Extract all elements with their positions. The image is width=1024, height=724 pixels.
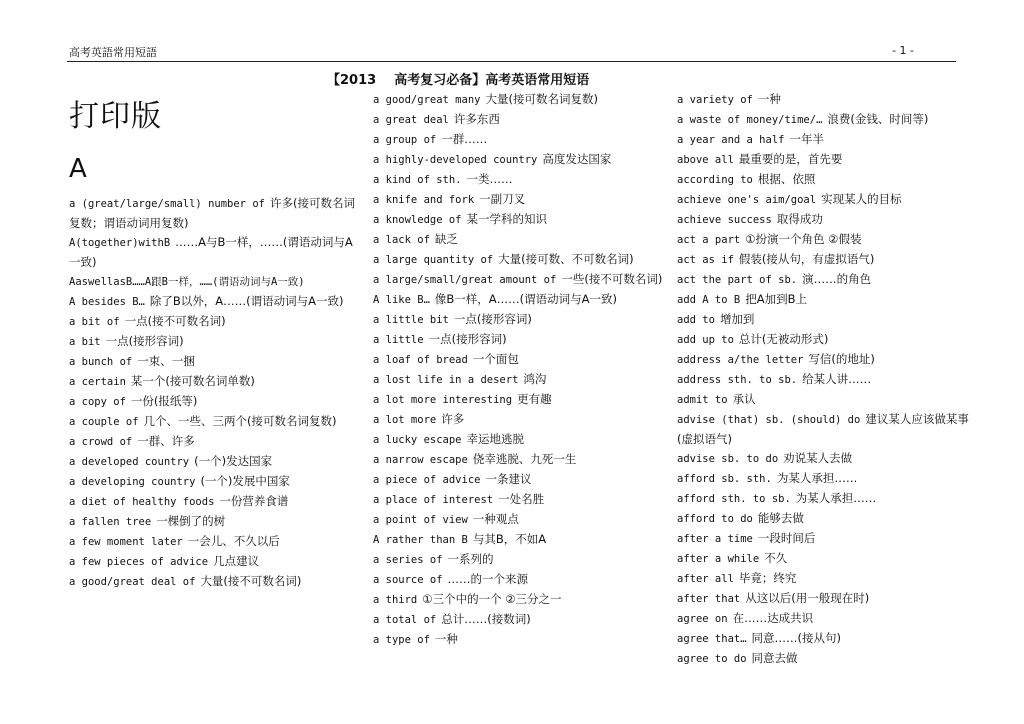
phrase-chinese: 一条建议 bbox=[485, 472, 532, 486]
phrase-english: a kind of sth. bbox=[373, 174, 462, 186]
phrase-chinese: ①三个中的一个 ②三分之一 bbox=[422, 592, 562, 606]
phrase-chinese: 一年半 bbox=[789, 132, 824, 146]
header-divider bbox=[67, 61, 956, 62]
phrase-english: a loaf of bread bbox=[373, 354, 468, 366]
phrase-entry bbox=[677, 90, 972, 110]
phrase-english: a highly-developed country bbox=[373, 154, 538, 166]
phrase-english: address a/the letter bbox=[677, 354, 804, 366]
phrase-english: a couple of bbox=[69, 416, 139, 428]
phrase-entry bbox=[677, 589, 972, 609]
phrase-english: a place of interest bbox=[373, 494, 494, 506]
phrase-english: a good/great many bbox=[373, 94, 481, 106]
phrase-entry bbox=[677, 469, 972, 489]
phrase-entry bbox=[373, 290, 663, 310]
phrase-entry bbox=[373, 450, 663, 470]
phrase-chinese: 能够去做 bbox=[757, 511, 804, 525]
phrase-chinese: 鸿沟 bbox=[523, 372, 547, 386]
phrase-english: a year and a half bbox=[677, 134, 785, 146]
phrase-english: after that bbox=[677, 593, 741, 605]
phrase-chinese: 演……的角色 bbox=[802, 272, 872, 286]
phrase-chinese: 缺乏 bbox=[434, 232, 458, 246]
phrase-entry bbox=[69, 292, 359, 312]
phrase-chinese: 一点(接形容词) bbox=[105, 334, 184, 348]
phrase-entry bbox=[373, 410, 663, 430]
phrase-entry bbox=[677, 210, 972, 230]
phrase-chinese: 幸运地逃脱 bbox=[466, 432, 525, 446]
phrase-entry bbox=[373, 350, 663, 370]
phrase-english: a copy of bbox=[69, 396, 126, 408]
phrase-entry bbox=[677, 130, 972, 150]
phrase-chinese: 一会儿、不久以后 bbox=[187, 534, 280, 548]
phrase-english: add to bbox=[677, 314, 715, 326]
phrase-chinese: 根据、依照 bbox=[757, 172, 816, 186]
phrase-entry bbox=[373, 150, 663, 170]
phrase-chinese: 更有趣 bbox=[517, 392, 552, 406]
phrase-english: a few pieces of advice bbox=[69, 556, 209, 568]
phrase-entry bbox=[373, 430, 663, 450]
print-version-heading: 打印版 bbox=[69, 99, 162, 134]
phrase-english: afford sth. to sb. bbox=[677, 493, 791, 505]
phrase-english: a crowd of bbox=[69, 436, 133, 448]
phrase-chinese: (一个)发达国家 bbox=[194, 454, 273, 468]
phrase-english: a piece of advice bbox=[373, 474, 481, 486]
phrase-english: agree to do bbox=[677, 653, 747, 665]
phrase-entry bbox=[69, 332, 359, 352]
phrase-entry bbox=[677, 649, 972, 669]
phrase-entry bbox=[69, 552, 359, 572]
phrase-english: a developed country bbox=[69, 456, 190, 468]
phrase-entry bbox=[373, 90, 663, 110]
phrase-entry bbox=[373, 130, 663, 150]
phrase-chinese: 为某人承担…… bbox=[776, 471, 858, 485]
phrase-chinese: 承认 bbox=[732, 392, 756, 406]
phrase-chinese: 取得成功 bbox=[776, 212, 823, 226]
phrase-english: A(together)withB bbox=[69, 237, 171, 249]
phrase-chinese: 一副刀叉 bbox=[479, 192, 526, 206]
phrase-english: a lot more interesting bbox=[373, 394, 513, 406]
phrase-english: a bit of bbox=[69, 316, 120, 328]
phrase-english: a series of bbox=[373, 554, 443, 566]
phrase-entry bbox=[69, 492, 359, 512]
phrase-english: a large/small/great amount of bbox=[373, 274, 557, 286]
phrase-chinese: 一种 bbox=[434, 632, 458, 646]
phrase-chinese: 一束、一捆 bbox=[137, 354, 195, 368]
phrase-entry bbox=[373, 550, 663, 570]
phrase-chinese: 某一学科的知识 bbox=[466, 212, 548, 226]
phrase-english: after a time bbox=[677, 533, 753, 545]
phrase-entry bbox=[373, 590, 663, 610]
phrase-english: a knowledge of bbox=[373, 214, 462, 226]
phrase-english: a developing country bbox=[69, 476, 196, 488]
phrase-entry bbox=[677, 609, 972, 629]
phrase-entry bbox=[677, 330, 972, 350]
phrase-entry bbox=[677, 190, 972, 210]
phrase-chinese: 同意去做 bbox=[751, 651, 798, 665]
phrase-entry bbox=[373, 330, 663, 350]
phrase-entry bbox=[677, 150, 972, 170]
phrase-english: after all bbox=[677, 573, 734, 585]
phrase-english: agree that… bbox=[677, 633, 747, 645]
phrase-english: act the part of sb. bbox=[677, 274, 798, 286]
phrase-entry bbox=[373, 250, 663, 270]
phrase-entry bbox=[677, 449, 972, 469]
phrase-entry bbox=[373, 490, 663, 510]
phrase-chinese: 几点建议 bbox=[213, 554, 260, 568]
phrase-chinese: 一个面包 bbox=[472, 352, 519, 366]
phrase-entry bbox=[69, 352, 359, 372]
phrase-english: a knife and fork bbox=[373, 194, 475, 206]
phrase-chinese: 一份营养食谱 bbox=[219, 494, 289, 508]
phrase-chinese: 写信(的地址) bbox=[808, 352, 875, 366]
phrase-entry bbox=[373, 210, 663, 230]
running-header: 高考英語常用短語 bbox=[69, 46, 157, 59]
phrase-english: A besides B… bbox=[69, 296, 145, 308]
phrase-entry bbox=[373, 270, 663, 290]
phrase-chinese: 把A加到B上 bbox=[745, 292, 807, 306]
phrase-chinese: 总计(无被动形式) bbox=[738, 332, 829, 346]
phrase-english: a certain bbox=[69, 376, 126, 388]
phrase-chinese: 除了B以外，A……(谓语动词与A一致) bbox=[149, 294, 344, 308]
phrase-english: a variety of bbox=[677, 94, 753, 106]
phrase-english: achieve one's aim/goal bbox=[677, 194, 817, 206]
phrase-chinese: 侥幸逃脱、九死一生 bbox=[472, 452, 577, 466]
phrase-entry bbox=[373, 370, 663, 390]
phrase-entry bbox=[677, 549, 972, 569]
phrase-chinese: 一点(接形容词) bbox=[428, 332, 507, 346]
phrase-english: a third bbox=[373, 594, 418, 606]
phrase-english: a (great/large/small) number of bbox=[69, 198, 265, 210]
phrase-chinese: 一种 bbox=[757, 92, 781, 106]
phrase-english: a bunch of bbox=[69, 356, 133, 368]
phrase-entry bbox=[373, 510, 663, 530]
phrase-chinese: 一处名胜 bbox=[498, 492, 545, 506]
phrase-english: A like B… bbox=[373, 294, 430, 306]
phrase-chinese: 大量(接可数名词复数) bbox=[485, 92, 598, 106]
phrase-english: admit to bbox=[677, 394, 728, 406]
phrase-chinese: 不久 bbox=[764, 551, 788, 565]
phrase-chinese: (一个)发展中国家 bbox=[200, 474, 290, 488]
phrase-entry bbox=[69, 472, 359, 492]
phrase-chinese: 与其B，不如A bbox=[472, 532, 547, 546]
phrase-chinese: 某一个(接可数名词单数) bbox=[130, 374, 255, 388]
phrase-english: achieve success bbox=[677, 214, 772, 226]
phrase-entry bbox=[69, 452, 359, 472]
phrase-chinese: 劝说某人去做 bbox=[783, 451, 853, 465]
phrase-entry bbox=[69, 572, 359, 592]
phrase-english: a lucky escape bbox=[373, 434, 462, 446]
phrase-chinese: ……的一个来源 bbox=[447, 572, 529, 586]
phrase-english: according to bbox=[677, 174, 753, 186]
document-title: 【2013 高考复习必备】高考英语常用短语 bbox=[327, 73, 590, 88]
phrase-entry bbox=[69, 392, 359, 412]
phrase-entry bbox=[677, 290, 972, 310]
phrase-entry bbox=[373, 470, 663, 490]
phrase-english: a little bit bbox=[373, 314, 449, 326]
phrase-chinese: 实现某人的目标 bbox=[821, 192, 902, 206]
phrase-english: a total of bbox=[373, 614, 437, 626]
phrase-entry bbox=[677, 569, 972, 589]
phrase-english: above all bbox=[677, 154, 734, 166]
phrase-english: act a part bbox=[677, 234, 741, 246]
phrase-chinese: ①扮演一个角色 ②假装 bbox=[745, 232, 862, 246]
phrase-chinese: 许多(接可数名词复数；谓语动词用复数) bbox=[69, 196, 355, 230]
phrase-entry bbox=[373, 170, 663, 190]
phrase-chinese: 一群、许多 bbox=[137, 434, 195, 448]
phrase-chinese: 最重要的是，首先要 bbox=[738, 152, 843, 166]
phrase-entry bbox=[69, 412, 359, 432]
phrase-english: a fallen tree bbox=[69, 516, 152, 528]
phrase-english: advise (that) sb. (should) do bbox=[677, 414, 861, 426]
phrase-english: add up to bbox=[677, 334, 734, 346]
phrase-english: a lack of bbox=[373, 234, 430, 246]
phrase-english: agree on bbox=[677, 613, 728, 625]
phrase-entry bbox=[677, 410, 972, 449]
phrase-chinese: 为某人承担…… bbox=[795, 491, 877, 505]
phrase-entry bbox=[69, 432, 359, 452]
phrase-chinese: 几个、一些、三两个(接可数名词复数) bbox=[143, 414, 337, 428]
phrase-entry bbox=[373, 530, 663, 550]
phrase-chinese: 像B一样，A……(谓语动词与A一致) bbox=[434, 292, 618, 306]
phrase-english: add A to B bbox=[677, 294, 741, 306]
phrase-english: a large quantity of bbox=[373, 254, 494, 266]
phrase-english: afford sb. sth. bbox=[677, 473, 772, 485]
phrase-chinese: 在……达成共识 bbox=[732, 611, 814, 625]
phrase-chinese: 一群…… bbox=[441, 132, 488, 146]
phrase-english: a bit bbox=[69, 336, 101, 348]
phrase-entry bbox=[373, 190, 663, 210]
section-letter: A bbox=[69, 154, 87, 184]
phrase-entry bbox=[373, 110, 663, 130]
phrase-english: a waste of money/time/… bbox=[677, 114, 823, 126]
phrase-entry bbox=[677, 230, 972, 250]
phrase-entry bbox=[373, 610, 663, 630]
phrase-english: advise sb. to do bbox=[677, 453, 779, 465]
phrase-chinese: 一类…… bbox=[466, 172, 513, 186]
phrase-chinese: ……A与B一样，……(谓语动词与A一致) bbox=[69, 235, 353, 269]
phrase-entry bbox=[677, 529, 972, 549]
phrase-entry bbox=[677, 350, 972, 370]
phrase-entry bbox=[373, 230, 663, 250]
phrase-english: act as if bbox=[677, 254, 734, 266]
phrase-entry bbox=[677, 110, 972, 130]
phrase-english: a narrow escape bbox=[373, 454, 468, 466]
phrase-english: a lot more bbox=[373, 414, 437, 426]
page-number: - 1 - bbox=[892, 44, 914, 57]
phrase-chinese: 增加到 bbox=[719, 312, 755, 326]
phrase-english: a good/great deal of bbox=[69, 576, 196, 588]
phrase-entry bbox=[677, 509, 972, 529]
phrase-chinese: 一份(报纸等) bbox=[130, 394, 198, 408]
phrase-chinese: 许多东西 bbox=[453, 112, 500, 126]
phrase-entry bbox=[373, 310, 663, 330]
phrase-chinese: 从这以后(用一般现在时) bbox=[745, 591, 870, 605]
phrase-chinese: 毕竟；终究 bbox=[738, 571, 797, 585]
column-2 bbox=[373, 90, 663, 650]
phrase-chinese: 同意……(接从句) bbox=[751, 631, 842, 645]
phrase-entry bbox=[677, 310, 972, 330]
column-1 bbox=[69, 90, 359, 592]
phrase-entry bbox=[677, 270, 972, 290]
phrase-chinese: 高度发达国家 bbox=[542, 152, 612, 166]
phrase-english: a few moment later bbox=[69, 536, 183, 548]
phrase-english: a diet of healthy foods bbox=[69, 496, 215, 508]
phrase-entry bbox=[677, 390, 972, 410]
phrase-english: a great deal bbox=[373, 114, 449, 126]
phrase-entry bbox=[69, 194, 359, 233]
phrase-english: a point of view bbox=[373, 514, 468, 526]
phrase-entry bbox=[69, 233, 359, 272]
phrase-chinese: 一点(接不可数名词) bbox=[124, 314, 226, 328]
phrase-chinese: 一棵倒了的树 bbox=[156, 514, 226, 528]
phrase-entry bbox=[373, 630, 663, 650]
phrase-english: a group of bbox=[373, 134, 437, 146]
phrase-entry bbox=[677, 629, 972, 649]
phrase-chinese: 给某人讲…… bbox=[802, 372, 872, 386]
phrase-chinese: 浪费(金钱、时间等) bbox=[827, 112, 929, 126]
phrase-entry bbox=[69, 532, 359, 552]
phrase-entry bbox=[373, 570, 663, 590]
phrase-english: AaswellasB……A跟B一样，……(谓语动词与A一致) bbox=[69, 276, 305, 288]
phrase-entry bbox=[69, 272, 359, 292]
phrase-english: address sth. to sb. bbox=[677, 374, 798, 386]
phrase-entry bbox=[69, 312, 359, 332]
phrase-english: a little bbox=[373, 334, 424, 346]
phrase-english: a source of bbox=[373, 574, 443, 586]
phrase-chinese: 一系列的 bbox=[447, 552, 494, 566]
phrase-chinese: 一段时间后 bbox=[757, 531, 816, 545]
phrase-entry bbox=[69, 512, 359, 532]
phrase-english: after a while bbox=[677, 553, 760, 565]
phrase-chinese: 总计……(接数词) bbox=[441, 612, 531, 626]
phrase-english: afford to do bbox=[677, 513, 753, 525]
phrase-english: a type of bbox=[373, 634, 430, 646]
phrase-english: A rather than B bbox=[373, 534, 468, 546]
phrase-entry bbox=[677, 250, 972, 270]
phrase-entry bbox=[677, 370, 972, 390]
phrase-chinese: 大量(接不可数名词) bbox=[200, 574, 302, 588]
phrase-entry bbox=[69, 372, 359, 392]
phrase-chinese: 一种观点 bbox=[472, 512, 519, 526]
phrase-english: a lost life in a desert bbox=[373, 374, 519, 386]
phrase-entry bbox=[677, 170, 972, 190]
phrase-chinese: 建议某人应该做某事(虚拟语气) bbox=[677, 412, 969, 446]
column-3 bbox=[677, 90, 972, 669]
phrase-chinese: 一些(接不可数名词) bbox=[561, 272, 663, 286]
phrase-chinese: 许多 bbox=[441, 412, 465, 426]
phrase-chinese: 一点(接形容词) bbox=[453, 312, 532, 326]
phrase-chinese: 大量(接可数、不可数名词) bbox=[498, 252, 634, 266]
phrase-entry bbox=[677, 489, 972, 509]
phrase-entry bbox=[373, 390, 663, 410]
phrase-chinese: 假装(接从句，有虚拟语气) bbox=[738, 252, 875, 266]
